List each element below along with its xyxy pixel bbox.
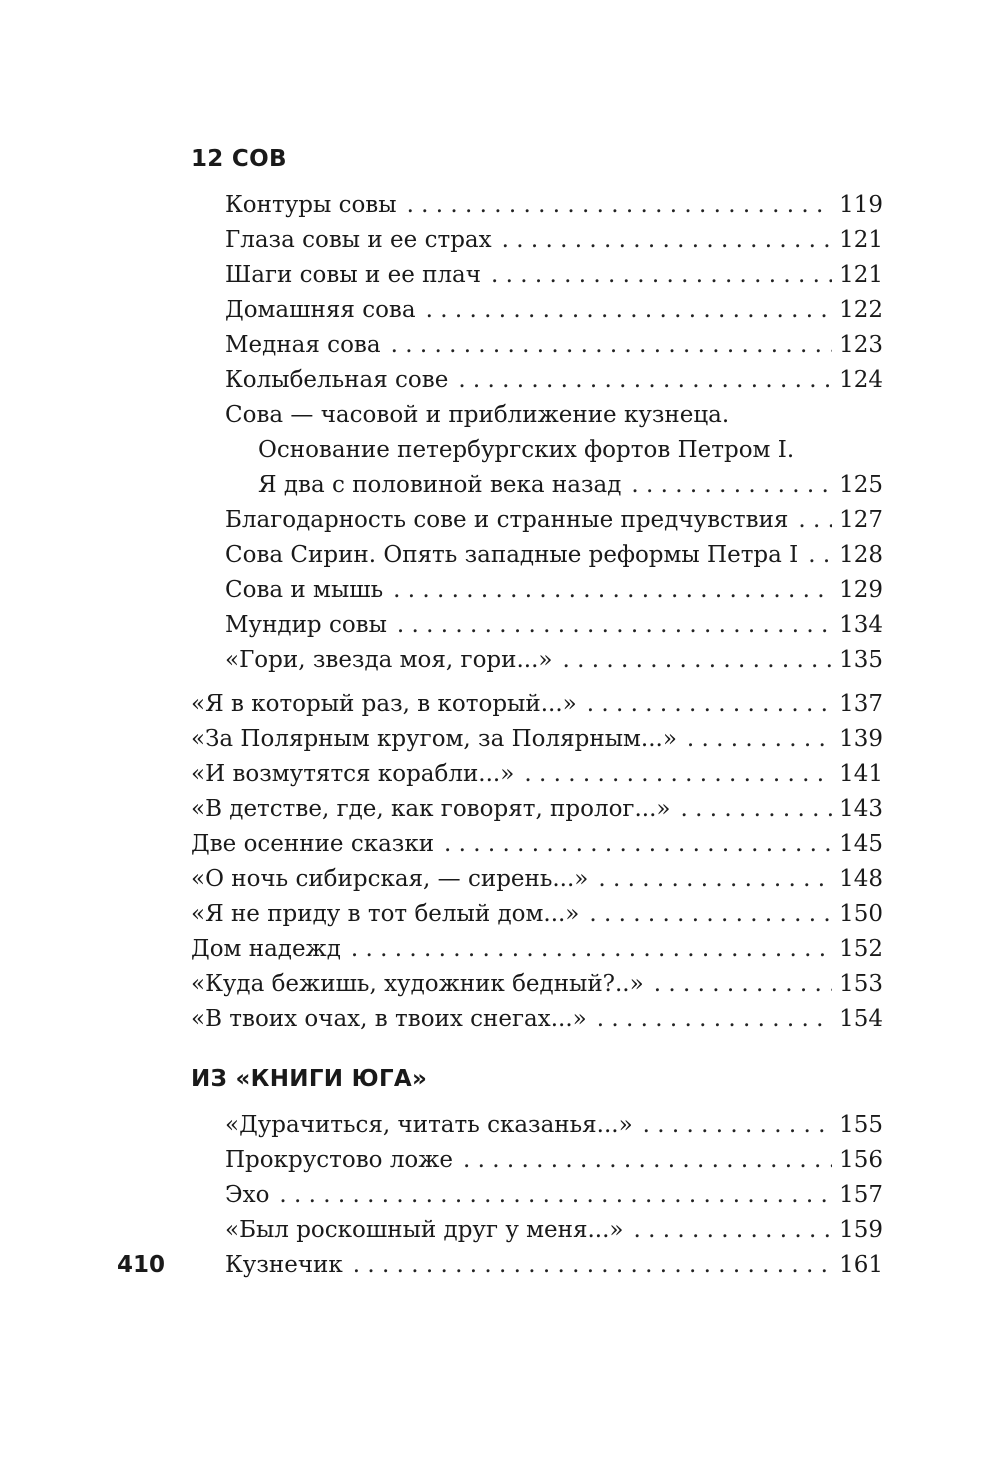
dot-leader [631,468,832,503]
entry-page: 137 [839,691,883,717]
entry-title: «В твоих очах, в твоих снегах...» [191,1006,587,1032]
entry-page: 161 [839,1252,883,1278]
toc-entry[interactable] [225,1213,883,1248]
entry-page: 119 [839,192,883,218]
dot-leader [393,573,832,608]
toc-entry[interactable] [225,1178,883,1213]
entry-title: «Дурачиться, читать сказанья...» [225,1112,633,1138]
dot-leader [798,503,832,538]
dot-leader [589,897,832,932]
dot-leader [397,608,832,643]
toc-section-poems [191,687,883,1037]
entry-title: Медная сова [225,332,381,358]
dot-leader [680,792,832,827]
entry-title: «В детстве, где, как говорят, пролог...» [191,796,671,822]
toc-entry[interactable] [191,687,883,722]
entry-title: «Куда бежишь, художник бедный?..» [191,971,644,997]
entry-title: Дом надежд [191,936,341,962]
entry-page: 156 [839,1147,883,1173]
entry-title: «Гори, звезда моя, гори...» [225,647,553,673]
toc-section-knigi-yuga [225,1108,883,1283]
entry-page: 154 [839,1006,883,1032]
entry-title: Кузнечик [225,1252,343,1278]
toc-entry[interactable] [225,573,883,608]
toc-entry[interactable] [191,967,883,1002]
dot-leader [654,967,832,1002]
dot-leader [808,538,832,573]
toc-entry[interactable] [191,722,883,757]
entry-page: 122 [839,297,883,323]
entry-page: 150 [839,901,883,927]
dot-leader [444,827,832,862]
entry-title-line: Сова — часовой и приближение кузнеца. [225,402,730,428]
dot-leader [634,1213,833,1248]
entry-page: 127 [839,507,883,533]
entry-title: Сова Сирин. Опять западные реформы Петра I [225,542,799,568]
entry-title: «О ночь сибирская, — сирень...» [191,866,589,892]
toc-entry[interactable] [225,538,883,573]
toc-entry[interactable] [225,188,883,223]
entry-page: 153 [839,971,883,997]
toc-entry[interactable] [225,1143,883,1178]
dot-leader [491,258,832,293]
toc-entry[interactable] [191,827,883,862]
entry-title-line: Основание петербургских фортов Петром I. [258,437,795,463]
entry-title: «Я в который раз, в который...» [191,691,577,717]
entry-page: 155 [839,1112,883,1138]
dot-leader [426,293,833,328]
toc-entry[interactable] [191,1002,883,1037]
entry-title: Я два с половиной века назад [258,472,622,498]
entry-page: 124 [839,367,883,393]
toc-entry[interactable] [225,643,883,678]
dot-leader [407,188,833,223]
toc-entry[interactable] [191,757,883,792]
entry-page: 121 [839,262,883,288]
entry-title: Мундир совы [225,612,387,638]
toc-section-12-sov [225,188,883,678]
entry-page: 134 [839,612,883,638]
entry-title: Контуры совы [225,192,397,218]
entry-page: 125 [839,472,883,498]
entry-page: 128 [839,542,883,568]
entry-page: 145 [839,831,883,857]
entry-title: Благодарность сове и странные предчувствия [225,507,789,533]
entry-title: Сова и мышь [225,577,384,603]
toc-entry[interactable] [191,792,883,827]
toc-entry[interactable] [225,363,883,398]
entry-title: «Я не приду в тот белый дом...» [191,901,580,927]
toc-entry[interactable] [225,1108,883,1143]
toc-entry[interactable] [225,1248,883,1283]
dot-leader [687,722,832,757]
entry-title: Домашняя сова [225,297,416,323]
dot-leader [502,223,832,258]
dot-leader [598,862,832,897]
dot-leader [597,1002,832,1037]
toc-entry[interactable] [191,932,883,967]
toc-entry[interactable] [225,293,883,328]
entry-title: «И возмутятся корабли...» [191,761,515,787]
dot-leader [391,328,833,363]
entry-page: 148 [839,866,883,892]
entry-page: 159 [839,1217,883,1243]
entry-page: 157 [839,1182,883,1208]
dot-leader [353,1248,832,1283]
toc-entry[interactable] [225,258,883,293]
entry-title: Эхо [225,1182,270,1208]
entry-page: 143 [839,796,883,822]
toc-entry[interactable] [225,223,883,258]
toc-entry-multiline[interactable] [225,398,883,503]
dot-leader [458,363,832,398]
entry-page: 121 [839,227,883,253]
dot-leader [643,1108,832,1143]
toc-entry[interactable] [225,328,883,363]
entry-page: 135 [839,647,883,673]
dot-leader [587,687,832,722]
dot-leader [279,1178,832,1213]
dot-leader [463,1143,832,1178]
entry-title: «За Полярным кругом, за Полярным...» [191,726,677,752]
entry-page: 129 [839,577,883,603]
entry-page: 139 [839,726,883,752]
dot-leader [524,757,832,792]
toc-entry[interactable] [191,897,883,932]
entry-title: Колыбельная сове [225,367,449,393]
entry-title: Две осенние сказки [191,831,435,857]
toc-entry[interactable] [225,503,883,538]
entry-title: Шаги совы и ее плач [225,262,481,288]
dot-leader [351,932,832,967]
entry-page: 123 [839,332,883,358]
page-number: 410 [117,1252,166,1278]
entry-title: «Был роскошный друг у меня...» [225,1217,624,1243]
toc-entry[interactable] [191,862,883,897]
section-heading-12-sov: 12 СОВ [191,146,287,172]
dot-leader [562,643,832,678]
entry-title: Прокрустово ложе [225,1147,454,1173]
section-heading-knigi-yuga: ИЗ «КНИГИ ЮГА» [191,1066,428,1092]
entry-title: Глаза совы и ее страх [225,227,492,253]
entry-page: 141 [839,761,883,787]
entry-page: 152 [839,936,883,962]
toc-entry[interactable] [225,608,883,643]
entry-last-line [225,468,883,503]
